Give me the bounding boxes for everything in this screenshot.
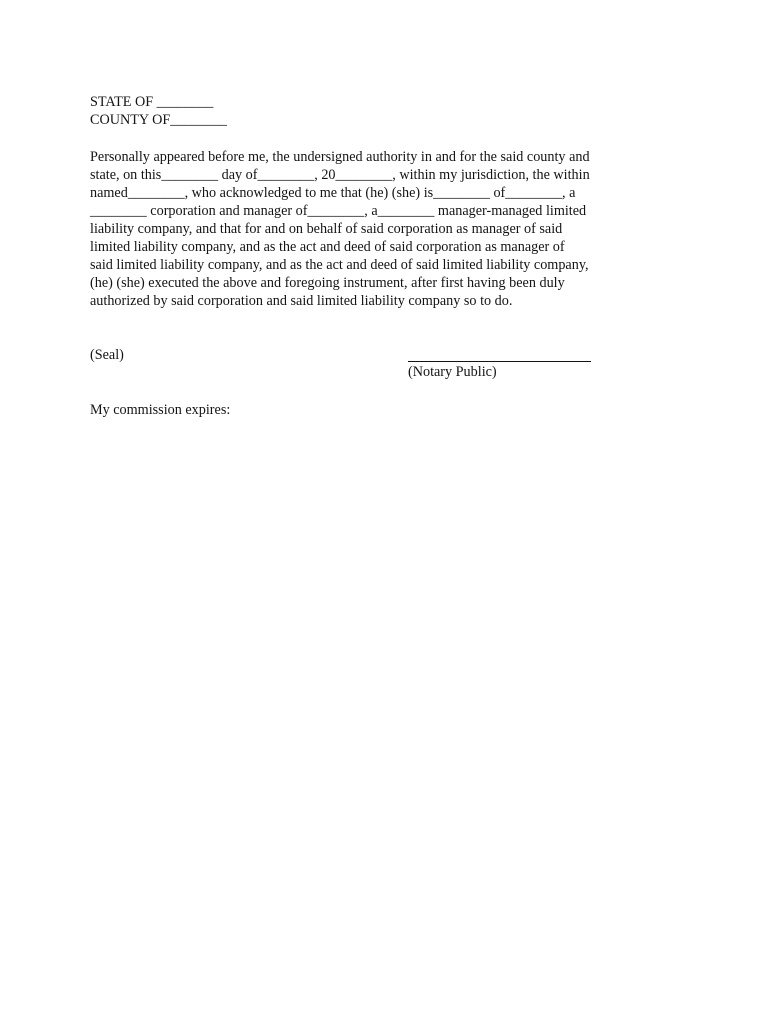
- paragraph-line: (he) (she) executed the above and foregoing instrument, after first having been duly: [90, 275, 565, 291]
- seal-label: (Seal): [90, 347, 124, 363]
- paragraph-line: authorized by said corporation and said limited liability company so to do.: [90, 293, 513, 309]
- paragraph-line: liability company, and that for and on behalf of said corporation as manager of said: [90, 221, 563, 237]
- seal-and-signature-row: [90, 346, 635, 380]
- paragraph-line: Personally appeared before me, the undersigned authority in and for the said county and: [90, 149, 590, 165]
- state-of-line: STATE OF ________: [90, 94, 214, 110]
- notary-signature-block: [408, 346, 591, 381]
- notary-public-label: (Notary Public): [408, 364, 497, 380]
- acknowledgment-document: [90, 93, 635, 419]
- paragraph-line: limited liability company, and as the act and deed of said corporation as manager of: [90, 239, 565, 255]
- commission-expires-label: My commission expires:: [90, 402, 231, 418]
- paragraph-line: named________, who acknowledged to me that (he) (she) is________ of________, a: [90, 185, 576, 201]
- venue-heading: [90, 93, 635, 129]
- paragraph-line: state, on this________ day of________, 20________, within my jurisdiction, the within: [90, 167, 590, 183]
- paragraph-line: ________ corporation and manager of________, a________ manager-managed limited: [90, 203, 587, 219]
- acknowledgment-paragraph: [90, 148, 635, 310]
- paragraph-line: said limited liability company, and as the act and deed of said limited liability company,: [90, 257, 589, 273]
- notary-signature-line: [408, 346, 591, 362]
- county-of-line: COUNTY OF________: [90, 112, 228, 128]
